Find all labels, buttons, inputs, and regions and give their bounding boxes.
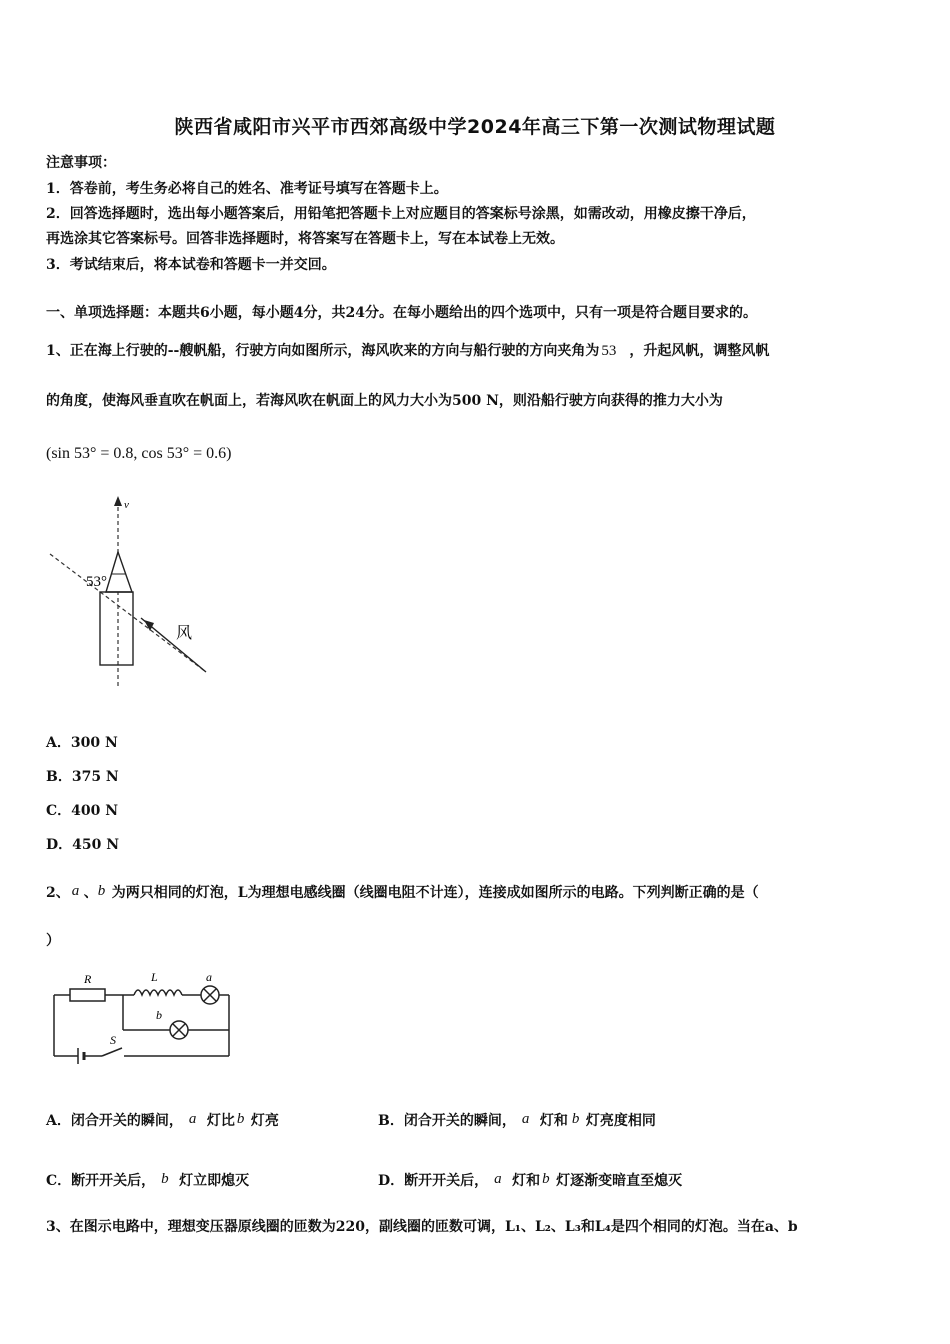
notice-item: 再选涂其它答案标号。回答非选择题时，将答案写在答题卡上，写在本试卷上无效。 (46, 231, 564, 247)
notice-heading: 注意事项： (46, 155, 116, 171)
q1-text-line2: 的角度，使海风垂直吹在帆面上，若海风吹在帆面上的风力大小为500 N，则沿船行驶方向获得的推力大小为 (46, 393, 723, 409)
q2-option-b-v1: a (521, 1111, 530, 1127)
q2-option-b[interactable]: B．闭合开关的瞬间， a 灯和 b 灯亮度相同 (378, 1111, 656, 1129)
switch (102, 1048, 122, 1056)
q2-prefix: 2、 (46, 885, 70, 901)
q1-text-line1 (46, 340, 769, 360)
q3-text: 3、在图示电路中，理想变压器原线圈的匝数为220，副线圈的匝数可调，L₁、L₂、L₃和L₄是四个相同的灯泡。当在a、b (46, 1219, 798, 1235)
q1-option-a[interactable]: A．300 N (46, 735, 118, 751)
q1-angle: 53 (601, 343, 617, 359)
q2-text: 为两只相同的灯泡，L为理想电感线圈（线圈电阻不计连），连接成如图所示的电路。下列判断正确的是（ (111, 885, 759, 901)
label-R: R (84, 972, 92, 986)
notice-item: 1．答卷前，考生务必将自己的姓名、准考证号填写在答题卡上。 (46, 181, 448, 197)
q2-option-c[interactable]: C．断开开关后， b 灯立即熄灭 (46, 1171, 250, 1189)
q2-var-b: b (97, 883, 106, 899)
q2-option-a-v2: b (236, 1111, 245, 1127)
sail (106, 552, 132, 592)
q2-option-d[interactable]: D．断开开关后， a 灯和 b 灯逐渐变暗直至熄灭 (378, 1171, 683, 1189)
q2-option-a-v1: a (188, 1111, 197, 1127)
q1-option-b[interactable]: B．375 N (46, 769, 119, 785)
label-S: S (110, 1033, 116, 1047)
q1-line1-b: ，升起风帆，调整风帆 (629, 343, 770, 359)
notice-item: 3．考试结束后，将本试卷和答题卡一并交回。 (46, 257, 336, 273)
section-heading: 一、单项选择题：本题共6小题，每小题4分，共24分。在每小题给出的四个选项中，只有一项是符合题目要求的。 (46, 305, 757, 321)
velocity-label: v (124, 499, 129, 511)
q2-text-close: ） (46, 933, 60, 949)
q2-sep: 、 (83, 885, 98, 901)
wind-label: 风 (176, 623, 193, 642)
q2-circuit-figure (46, 966, 236, 1064)
angle-label: 53° (86, 574, 107, 590)
label-b: b (156, 1008, 162, 1022)
q1-line1-a: 1、正在海上行驶的--艘帆船，行驶方向如图所示，海风吹来的方向与船行驶的方向夹角为 (46, 343, 600, 359)
q1-sailboat-figure (46, 492, 216, 692)
label-a: a (206, 970, 212, 984)
page-title: 陕西省咸阳市兴平市西郊高级中学2024年高三下第一次测试物理试题 (174, 116, 776, 138)
q2-var-a: a (71, 883, 80, 899)
q1-formula: (sin 53° = 0.8, cos 53° = 0.6) (46, 445, 232, 462)
velocity-arrow-icon (114, 496, 122, 506)
q2-option-b-v2: b (571, 1111, 580, 1127)
hull (100, 592, 133, 665)
q2-option-d-v2: b (542, 1171, 550, 1187)
notice-item: 2．回答选择题时，选出每小题答案后，用铅笔把答题卡上对应题目的答案标号涂黑，如需改动，用橡皮擦干净后， (46, 206, 756, 222)
wind-dashed-line (50, 554, 206, 672)
q1-option-d[interactable]: D．450 N (46, 837, 120, 853)
resistor (70, 989, 105, 1001)
inductor-coil (134, 990, 182, 995)
q2-option-c-v1: b (161, 1171, 169, 1187)
label-L: L (151, 970, 158, 984)
q2-option-a[interactable]: A．闭合开关的瞬间， a 灯比 b 灯亮 (46, 1111, 279, 1129)
q1-option-c[interactable]: C．400 N (46, 803, 119, 819)
q2-option-d-v1: a (494, 1171, 502, 1187)
q2-text-line1 (46, 882, 759, 902)
